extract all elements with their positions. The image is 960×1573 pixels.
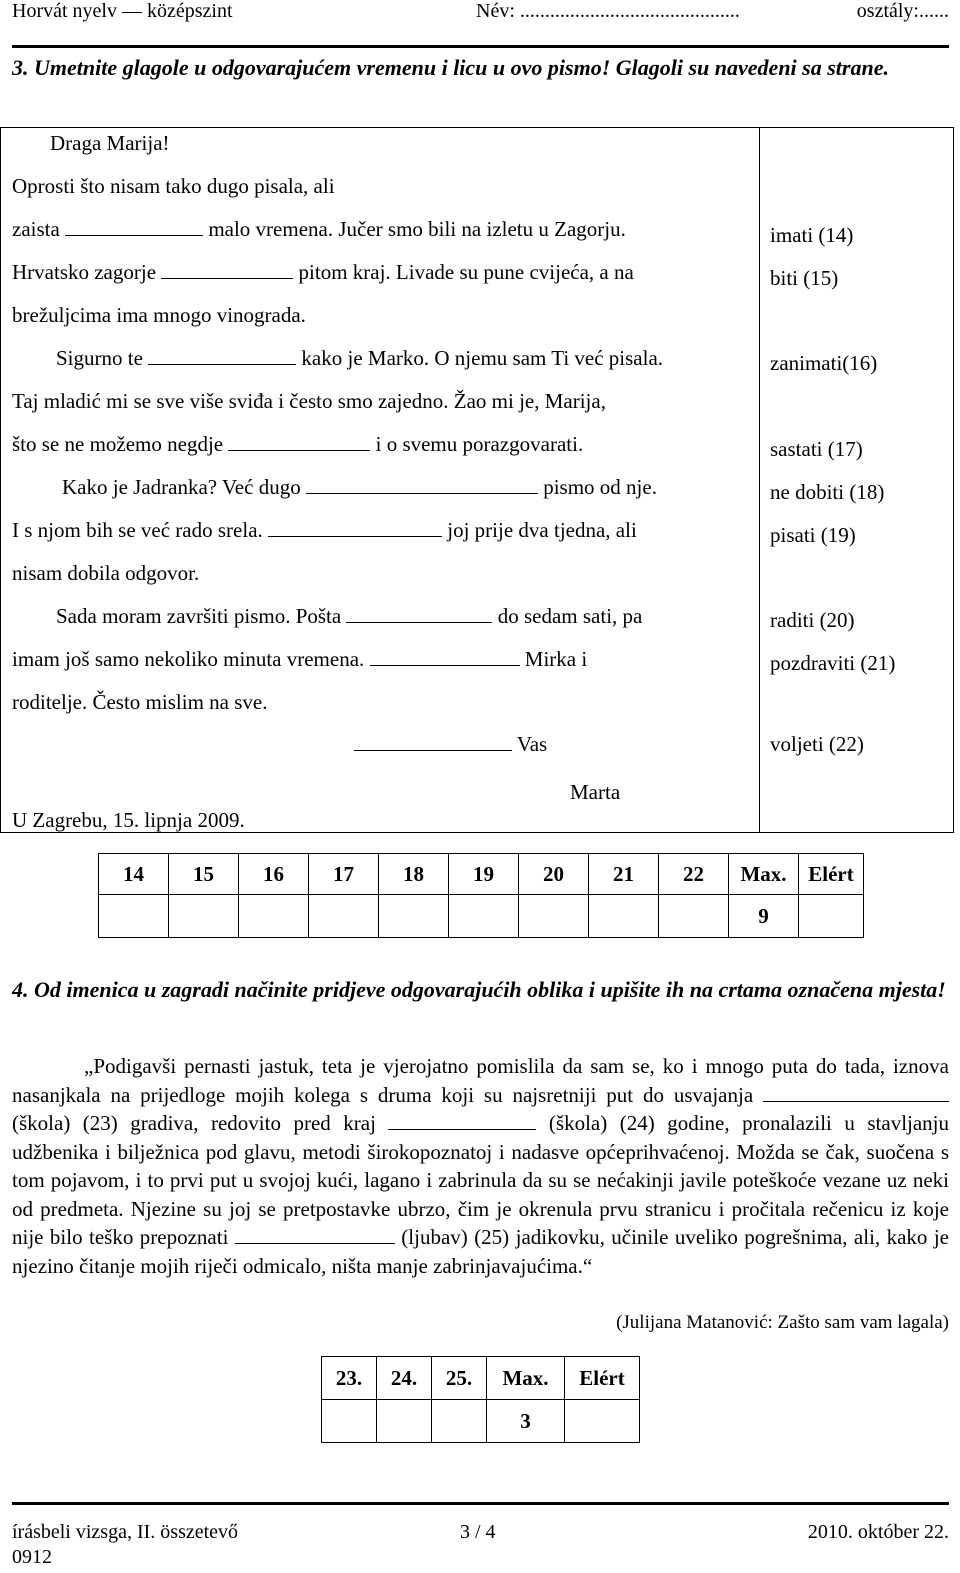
score-header-25: 25. (432, 1357, 487, 1400)
blank-22[interactable] (354, 734, 512, 751)
footer-exam: írásbeli vizsga, II. összetevő (12, 1521, 239, 1543)
task4-paragraph: „Podigavši pernasti jastuk, teta je vjerojatno pomislila da sam se, ko i mnogo puta do tada, iznova nasanjkala na prijedloge mojih kolega s druma koji su najsretniji put do usvajanja (škola) (23) gradiva, redovito pred kraj (škola) (24) godine, pronalazili u stavljanju udžbenika i bilježnica pod glavu, metodi širokopoznatoj i nadasve općeprihvaćenoj. Možda se čak, suočena s tom pojavom, i to prvi put u svojoj kući, lagano i zabrinula da su se nećakinji javile poteškoće vezane uz neki od predmeta. Njezine su joj se pretpostavke ubrzo, čim je okrenula prvu stranicu i pročitala rečenicu iz koje nije bilo teško prepoznati (ljubav) (25) jadikovku, učinile uveliko pogrešnima, ali, kako je njezino čitanje mojih riječi odmicalo, ništa manje zabrinjavajućima.“ (12, 1054, 950, 1278)
blank-17[interactable] (228, 434, 370, 451)
letter-closing: Vas (354, 731, 547, 757)
score-cell-14[interactable] (99, 895, 169, 938)
blank-14[interactable] (65, 219, 203, 236)
letter-place-date: U Zagrebu, 15. lipnja 2009. (12, 808, 245, 832)
page-header (12, 0, 949, 28)
letter-signature: Marta (570, 780, 621, 804)
header-class-field: osztály:...... (856, 0, 949, 22)
quote-source: (Julijana Matanović: Zašto sam vam lagala) (616, 1312, 949, 1333)
letter-line-4: brežuljcima ima mnogo vinograda. (12, 303, 306, 327)
score-cell-15[interactable] (169, 895, 239, 938)
footer-date: 2010. október 22. (807, 1521, 949, 1543)
letter-line-11: Sada moram završiti pismo. Pošta do sedam sati, pa (56, 604, 643, 628)
letter-line-12: imam još samo nekoliko minuta vremena. Mirka i (12, 647, 588, 671)
score-header-15: 15 (169, 854, 239, 895)
score-cell-21[interactable] (589, 895, 659, 938)
letter-line-7: što se ne možemo negdje i o svemu porazgovarati. (12, 432, 584, 456)
score-header-19: 19 (449, 854, 519, 895)
score4-header-got: Elért (565, 1357, 640, 1400)
score-header-22: 22 (659, 854, 729, 895)
score4-cell-got[interactable] (565, 1400, 640, 1443)
score-header-23: 23. (322, 1357, 377, 1400)
header-rule (12, 45, 949, 48)
task4-title: 4. Od imenica u zagradi načinite pridjeve odgovarajućih oblika i upišite ih na crtama označena mjesta! (12, 977, 946, 1002)
score-header-18: 18 (379, 854, 449, 895)
task3-score-table (98, 853, 864, 938)
letter-line-13: roditelje. Često mislim na sve. (12, 690, 268, 714)
letter-line-8: Kako je Jadranka? Već dugo pismo od nje. (62, 475, 657, 499)
score-header-16: 16 (239, 854, 309, 895)
verb-16: zanimati(16) (770, 351, 878, 375)
score-max-value: 9 (729, 895, 799, 938)
blank-20[interactable] (346, 606, 492, 623)
blank-18[interactable] (306, 477, 538, 494)
letter-divider (759, 127, 760, 833)
score-cell-22[interactable] (659, 895, 729, 938)
score-cell-25[interactable] (432, 1400, 487, 1443)
letter-greeting: Draga Marija! (50, 131, 170, 155)
footer-rule (12, 1502, 949, 1505)
score-header-17: 17 (309, 854, 379, 895)
task3-title: 3. Umetnite glagole u odgovarajućem vremenu i licu u ovo pismo! Glagoli su navedeni sa strane. (12, 55, 889, 80)
letter-line-2: zaista malo vremena. Jučer smo bili na izletu u Zagorju. (12, 217, 626, 241)
score-cell-20[interactable] (519, 895, 589, 938)
blank-21[interactable] (370, 649, 520, 666)
letter-line-6: Taj mladić mi se sve više sviđa i često smo zajedno. Žao mi je, Marija, (12, 389, 606, 413)
letter-line-1: Oprosti što nisam tako dugo pisala, ali (12, 174, 335, 198)
task4-score-table (321, 1356, 640, 1443)
blank-15[interactable] (161, 262, 293, 279)
score4-header-max: Max. (487, 1357, 565, 1400)
letter-line-9: I s njom bih se već rado srela. joj prije dva tjedna, ali (12, 518, 637, 542)
score-header-14: 14 (99, 854, 169, 895)
blank-23[interactable] (763, 1085, 949, 1102)
score-cell-19[interactable] (449, 895, 519, 938)
score-cell-18[interactable] (379, 895, 449, 938)
header-subject: Horvát nyelv — középszint (12, 0, 233, 22)
verb-15: biti (15) (770, 266, 839, 290)
verb-19: pisati (19) (770, 523, 856, 547)
blank-16[interactable] (148, 348, 296, 365)
score-header-20: 20 (519, 854, 589, 895)
verb-22: voljeti (22) (770, 732, 864, 756)
score-cell-got[interactable] (799, 895, 864, 938)
verb-21: pozdraviti (21) (770, 651, 896, 675)
verb-17: sastati (17) (770, 437, 863, 461)
footer-page: 3 / 4 (460, 1521, 496, 1543)
score-cell-24[interactable] (377, 1400, 432, 1443)
verb-14: imati (14) (770, 223, 854, 247)
score-cell-23[interactable] (322, 1400, 377, 1443)
score-cell-16[interactable] (239, 895, 309, 938)
score4-max-value: 3 (487, 1400, 565, 1443)
verb-18: ne dobiti (18) (770, 480, 885, 504)
letter-line-3: Hrvatsko zagorje pitom kraj. Livade su pune cvijeća, a na (12, 260, 634, 284)
verb-20: raditi (20) (770, 608, 855, 632)
score-header-max: Max. (729, 854, 799, 895)
blank-24[interactable] (388, 1113, 536, 1130)
letter-line-10: nisam dobila odgovor. (12, 561, 200, 585)
letter-line-5: Sigurno te kako je Marko. O njemu sam Ti već pisala. (56, 346, 664, 370)
footer-code: 0912 (12, 1546, 52, 1568)
blank-25[interactable] (235, 1227, 395, 1244)
header-name-field: Név: ............................................ (476, 0, 740, 22)
score-header-got: Elért (799, 854, 864, 895)
score-header-21: 21 (589, 854, 659, 895)
score-header-24: 24. (377, 1357, 432, 1400)
blank-19[interactable] (268, 520, 442, 537)
score-cell-17[interactable] (309, 895, 379, 938)
